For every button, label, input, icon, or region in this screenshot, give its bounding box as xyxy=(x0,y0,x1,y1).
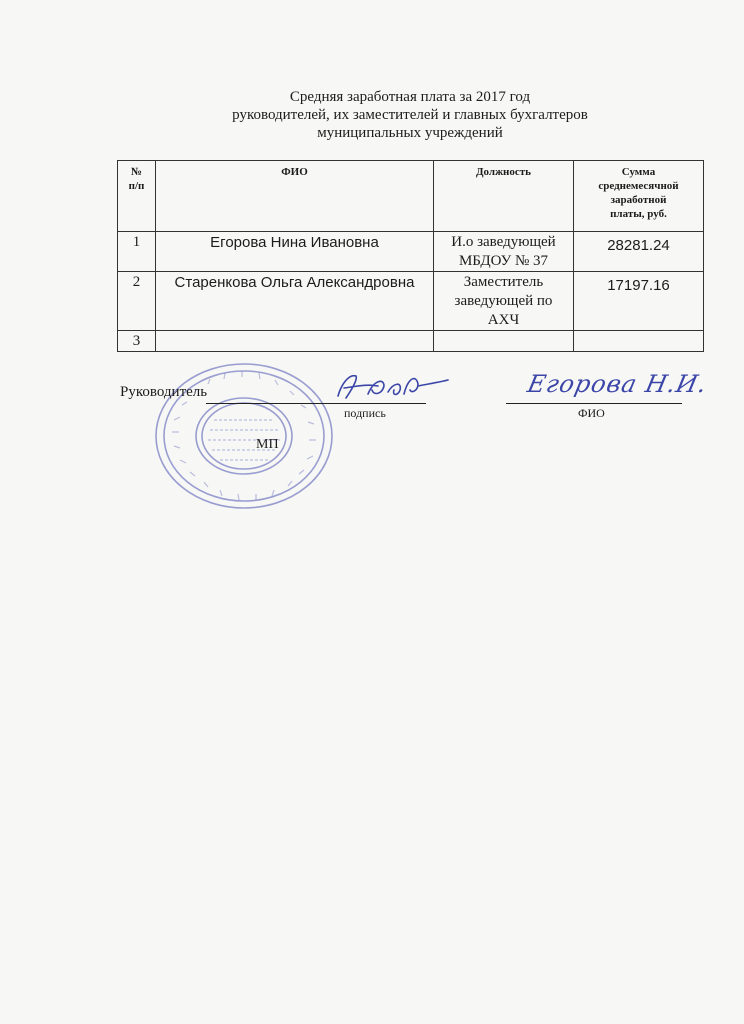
header-name: ФИО xyxy=(156,161,434,232)
title-line-2: руководителей, их заместителей и главных бухгалтеров xyxy=(232,107,588,123)
table-row xyxy=(118,272,704,331)
row-name: Егорова Нина Ивановна xyxy=(156,232,434,272)
salary-table xyxy=(117,160,704,352)
row-number: 3 xyxy=(118,331,156,352)
row-position: И.о заведующей МБДОУ № 37 xyxy=(434,232,574,272)
row-name xyxy=(156,331,434,352)
row-amount: 28281.24 xyxy=(574,232,704,272)
table-row xyxy=(118,232,704,272)
fio-line xyxy=(506,403,682,404)
row-number: 2 xyxy=(118,272,156,331)
header-position: Должность xyxy=(434,161,574,232)
handwritten-signature xyxy=(328,368,450,404)
row-position: Заместитель заведующей по АХЧ xyxy=(434,272,574,331)
table-row xyxy=(118,331,704,352)
row-amount xyxy=(574,331,704,352)
signature-caption: подпись xyxy=(344,406,386,420)
title-line-3: муниципальных учреждений xyxy=(317,125,503,141)
official-seal-stamp xyxy=(152,360,336,512)
seal-label: МП xyxy=(256,437,279,452)
table-header-row xyxy=(118,161,704,232)
title-line-1: Средняя заработная плата за 2017 год xyxy=(289,89,531,105)
head-label: Руководитель xyxy=(120,384,208,400)
header-number: № п/п xyxy=(118,161,156,232)
row-position xyxy=(434,331,574,352)
row-name: Старенкова Ольга Александровна xyxy=(156,272,434,331)
document-title xyxy=(190,88,630,142)
handwritten-fio: Егорова Н.И. xyxy=(525,370,710,398)
row-amount: 17197.16 xyxy=(574,272,704,331)
fio-caption: ФИО xyxy=(578,406,605,420)
row-number: 1 xyxy=(118,232,156,272)
header-amount: Сумма среднемесячной заработной платы, руб. xyxy=(574,161,704,232)
